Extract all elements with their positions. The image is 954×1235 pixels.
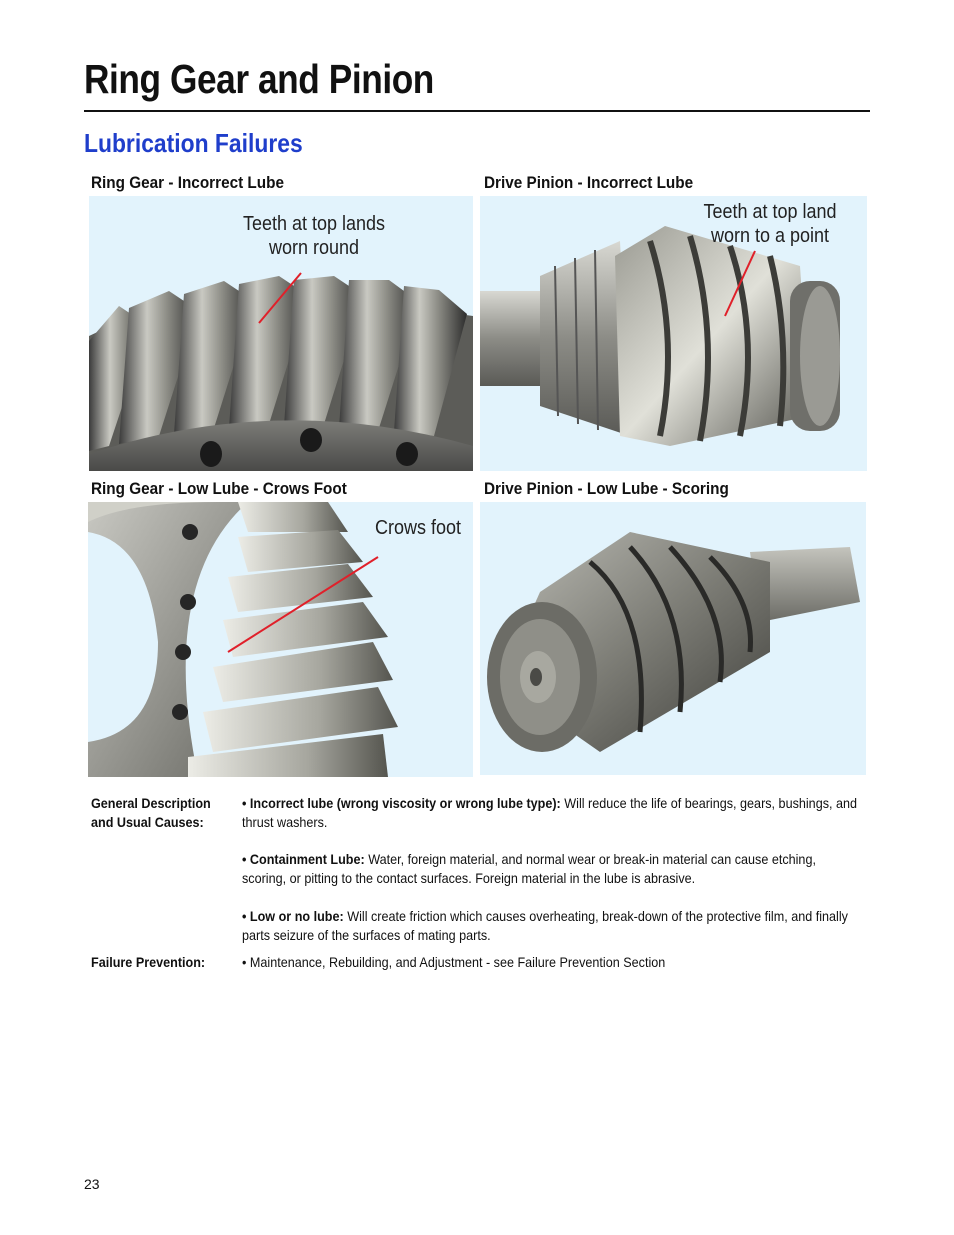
cause-text: Will reduce the life of bearings, gears, bushings, and thrust washers. — [242, 795, 858, 830]
cause-title: • Containment Lube: — [242, 851, 365, 867]
photo-caption-ring-gear-incorrect-lube: Ring Gear - Incorrect Lube — [91, 173, 284, 192]
photo-pinion-scoring — [480, 502, 866, 775]
cause-text: Will create friction which causes overheating, break-down of the protective film, and finally parts seizure of the surfaces of mating parts. — [242, 908, 848, 943]
cause-containment-lube — [242, 850, 863, 888]
title-rule — [84, 110, 870, 112]
label-line: and Usual Causes: — [91, 814, 204, 830]
callout-crows-foot: Crows foot — [374, 517, 462, 539]
callout-line: Teeth at top land — [703, 201, 837, 223]
photo-pinion-incorrect-lube — [480, 196, 867, 471]
cause-low-or-no-lube — [242, 907, 863, 945]
callout-line: worn to a point — [710, 225, 830, 247]
cause-incorrect-lube — [242, 794, 863, 832]
cause-title: • Low or no lube: — [242, 908, 344, 924]
general-description-label — [91, 794, 211, 832]
cause-title: • Incorrect lube (wrong viscosity or wrong lube type): — [242, 795, 561, 811]
failure-prevention-text: • Maintenance, Rebuilding, and Adjustment - see Failure Prevention Section — [242, 954, 666, 970]
photo-ring-gear-incorrect-lube — [89, 196, 473, 471]
photo-caption-pinion-incorrect-lube: Drive Pinion - Incorrect Lube — [484, 173, 694, 192]
cause-text: Water, foreign material, and normal wear or break-in material can cause etching, scoring, or pitting to the contact surfaces. Foreign material in the lube is abrasive. — [242, 851, 816, 886]
section-title: Lubrication Failures — [84, 128, 303, 158]
label-line: General Description — [91, 795, 211, 811]
photo-ring-gear-crows-foot — [88, 502, 473, 777]
callout-line: worn round — [268, 237, 360, 259]
callout-top-lands-worn-round — [238, 212, 391, 260]
page-title: Ring Gear and Pinion — [84, 56, 434, 102]
page-number: 23 — [84, 1176, 100, 1192]
failure-prevention-label: Failure Prevention: — [91, 954, 206, 970]
callout-line: Teeth at top lands — [242, 213, 386, 235]
photo-caption-ring-gear-crows-foot: Ring Gear - Low Lube - Crows Foot — [91, 479, 347, 498]
callout-top-land-worn-to-point — [694, 200, 847, 248]
photo-caption-pinion-scoring: Drive Pinion - Low Lube - Scoring — [484, 479, 729, 498]
